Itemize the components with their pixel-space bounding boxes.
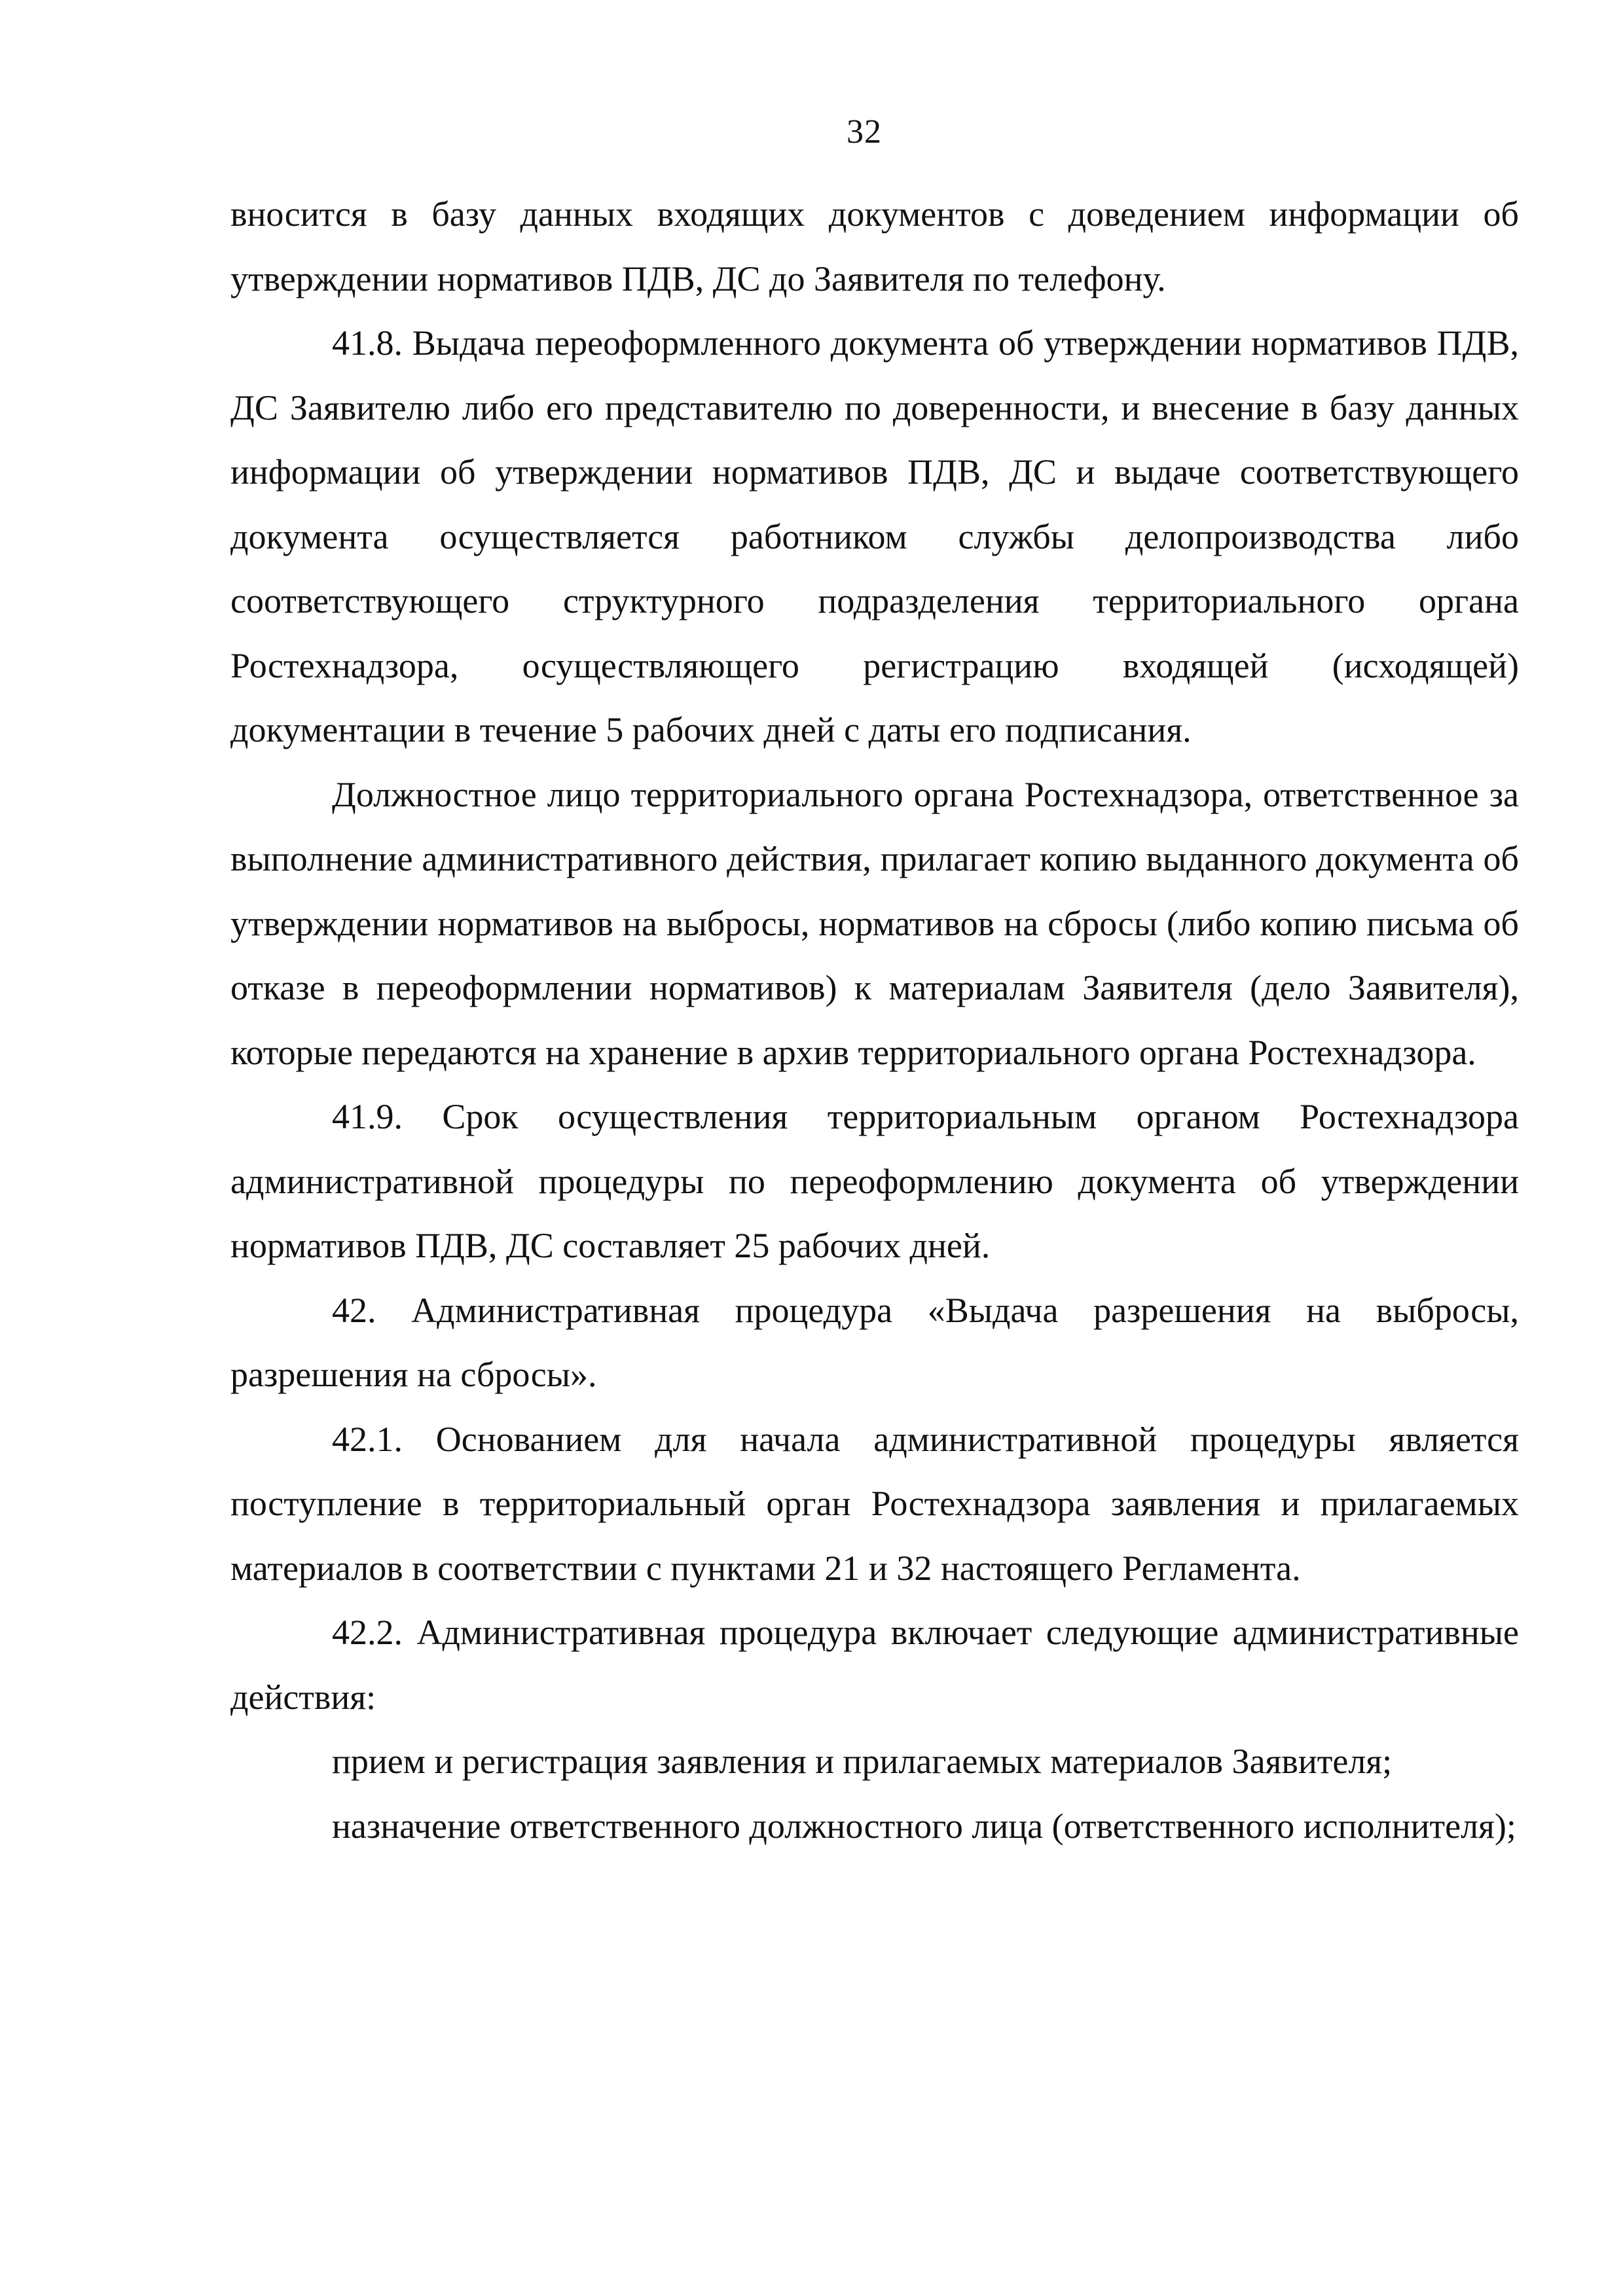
- paragraph-42: 42. Административная процедура «Выдача разрешения на выбросы, разрешения на сбросы».: [230, 1290, 1519, 1394]
- document-body: [230, 182, 1519, 1858]
- paragraph-42-1: 42.1. Основанием для начала административной процедуры является поступление в территориальный орган Ростехнадзора заявления и прилагаемых материалов в соответствии с пунктами 21 и 32 настоящего Регламента.: [230, 1419, 1519, 1588]
- list-item-reception: прием и регистрация заявления и прилагаемых материалов Заявителя;: [332, 1742, 1393, 1781]
- paragraph-continuation: вносится в базу данных входящих документов с доведением информации об утверждении нормативов ПДВ, ДС до Заявителя по телефону.: [230, 194, 1519, 298]
- list-item-appointment: назначение ответственного должностного лица (ответственного исполнителя);: [332, 1806, 1516, 1846]
- paragraph-41-9: 41.9. Срок осуществления территориальным органом Ростехнадзора административной процедуры по переоформлению документа об утверждении нормативов ПДВ, ДС составляет 25 рабочих дней.: [230, 1097, 1519, 1265]
- page-number: 32: [847, 113, 882, 151]
- paragraph-42-2: 42.2. Административная процедура включает следующие административные действия:: [230, 1613, 1519, 1717]
- paragraph-official-person: Должностное лицо территориального органа Ростехнадзора, ответственное за выполнение административного действия, прилагает копию выданного документа об утверждении нормативов на выбросы, нормативов на сбросы (либо копию письма об отказе в переоформлении нормативов) к материалам Заявителя (дело Заявителя), которые передаются на хранение в архив территориального органа Ростехнадзора.: [230, 774, 1519, 1072]
- paragraph-41-8: 41.8. Выдача переоформленного документа об утверждении нормативов ПДВ, ДС Заявителю либо его представителю по доверенности, и внесение в базу данных информации об утверждении нормативов ПДВ, ДС и выдаче соответствующего документа осуществляется работником службы делопроизводства либо соответствующего структурного подразделения территориального органа Ростехнадзора, осуществляющего регистрацию входящей (исходящей) документации в течение 5 рабочих дней с даты его подписания.: [230, 323, 1519, 749]
